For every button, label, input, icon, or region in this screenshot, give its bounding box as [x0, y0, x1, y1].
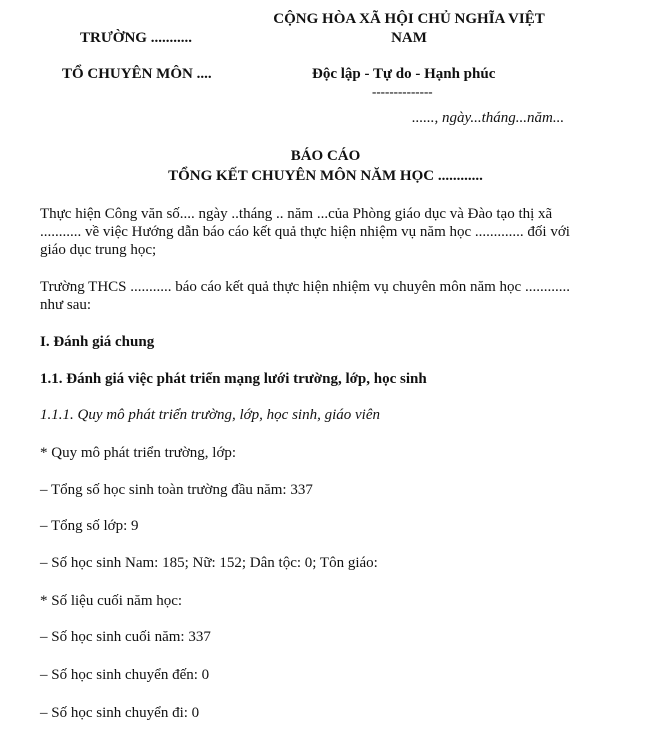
report-title: BÁO CÁO — [290, 148, 361, 164]
list-item: – Tổng số học sinh toàn trường đầu năm: 337 — [40, 482, 313, 498]
report-subtitle: TỔNG KẾT CHUYÊN MÔN NĂM HỌC ............ — [168, 168, 483, 184]
list-item: – Tổng số lớp: 9 — [40, 518, 139, 534]
motto-separator: -------------- — [372, 84, 433, 99]
subsubsection-heading: 1.1.1. Quy mô phát triển trường, lớp, học sinh, giáo viên — [40, 407, 380, 423]
national-title-line2: NAM — [391, 30, 427, 46]
list-item: – Số học sinh Nam: 185; Nữ: 152; Dân tộc: 0; Tôn giáo: — [40, 555, 378, 571]
list-item: – Số học sinh chuyển đi: 0 — [40, 705, 200, 721]
section-heading: I. Đánh giá chung — [40, 334, 155, 350]
list-item: – Số học sinh chuyển đến: 0 — [40, 667, 210, 683]
national-title — [248, 10, 570, 48]
list-heading: * Số liệu cuối năm học: — [40, 593, 183, 609]
school-name: TRƯỜNG ........... — [80, 30, 192, 46]
report-paragraph: Trường THCS ........... báo cáo kết quả thực hiện nhiệm vụ chuyên môn năm học ............ như sau: — [40, 279, 570, 313]
list-heading: * Quy mô phát triển trường, lớp: — [40, 445, 237, 461]
document-date: ......, ngày...tháng...năm... — [412, 110, 565, 126]
intro-paragraph: Thực hiện Công văn số.... ngày ..tháng .. năm ...của Phòng giáo dục và Đào tạo thị xã ........... về việc Hướng dẫn báo cáo kết quả thực hiện nhiệm vụ năm học ............. đối với giáo dục trung học; — [40, 206, 570, 258]
department-name: TỔ CHUYÊN MÔN .... — [62, 66, 212, 82]
subsection-heading: 1.1. Đánh giá việc phát triển mạng lưới trường, lớp, học sinh — [40, 371, 427, 387]
list-item: – Số học sinh cuối năm: 337 — [40, 629, 211, 645]
national-title-line1: CỘNG HÒA XÃ HỘI CHỦ NGHĨA VIỆT — [273, 11, 545, 27]
national-motto: Độc lập - Tự do - Hạnh phúc — [312, 66, 496, 82]
